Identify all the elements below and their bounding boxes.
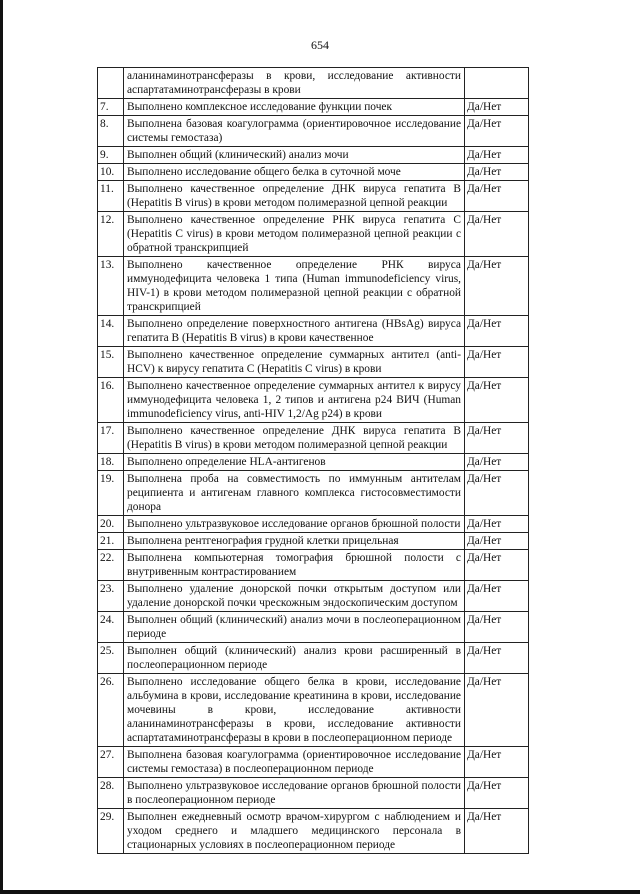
table-row — [98, 454, 529, 471]
row-number: 29. — [98, 809, 124, 854]
row-description: Выполнен общий (клинический) анализ крови расширенный в послеоперационном периоде — [124, 643, 465, 674]
row-description: Выполнено исследование общего белка в крови, исследование альбумина в крови, исследование креатинина в крови, исследование мочевины в крови, исследование активности аланинаминотрансферазы в крови, исследование активности аспартатаминотрансферазы в крови в послеоперационном периоде — [124, 674, 465, 747]
row-description: Выполнено ультразвуковое исследование органов брюшной полости — [124, 516, 465, 533]
row-answer: Да/Нет — [465, 181, 529, 212]
table-row — [98, 347, 529, 378]
row-description: Выполнено удаление донорской почки открытым доступом или удаление донорской почки чрескожным эндоскопическим доступом — [124, 581, 465, 612]
row-number — [98, 68, 124, 99]
row-description: Выполнено качественное определение суммарных антител к вирусу иммунодефицита человека 1, 2 типов и антигена р24 ВИЧ (Human immunodeficiency virus, anti-HIV 1,2/Ag р24) в крови — [124, 378, 465, 423]
row-description: Выполнено определение поверхностного антигена (HBsAg) вируса гепатита В (Hepatitis B virus) в крови качественное — [124, 316, 465, 347]
table-row — [98, 423, 529, 454]
table-row — [98, 212, 529, 257]
row-description: Выполнено качественное определение суммарных антител (anti-HCV) к вирусу гепатита С (Hepatitis C virus) в крови — [124, 347, 465, 378]
row-number: 26. — [98, 674, 124, 747]
row-description: Выполнен общий (клинический) анализ мочи — [124, 147, 465, 164]
row-answer: Да/Нет — [465, 809, 529, 854]
table-row — [98, 257, 529, 316]
row-number: 28. — [98, 778, 124, 809]
scan-bottom-edge — [0, 890, 640, 894]
criteria-table-body — [98, 68, 529, 854]
row-answer: Да/Нет — [465, 378, 529, 423]
row-description: Выполнен ежедневный осмотр врачом-хирургом с наблюдением и уходом среднего и младшего медицинского персонала в стационарных условиях в послеоперационном периоде — [124, 809, 465, 854]
row-number: 8. — [98, 116, 124, 147]
table-row — [98, 612, 529, 643]
row-description: Выполнена рентгенография грудной клетки прицельная — [124, 533, 465, 550]
row-number: 9. — [98, 147, 124, 164]
page-number: 654 — [311, 38, 329, 52]
row-answer: Да/Нет — [465, 212, 529, 257]
row-description: Выполнено качественное определение ДНК вируса гепатита В (Hepatitis B virus) в крови методом полимеразной цепной реакции — [124, 423, 465, 454]
row-number: 13. — [98, 257, 124, 316]
row-number: 11. — [98, 181, 124, 212]
row-answer: Да/Нет — [465, 257, 529, 316]
row-number: 15. — [98, 347, 124, 378]
table-row — [98, 116, 529, 147]
table-row — [98, 581, 529, 612]
table-row — [98, 516, 529, 533]
row-answer: Да/Нет — [465, 423, 529, 454]
row-answer: Да/Нет — [465, 471, 529, 516]
row-number: 14. — [98, 316, 124, 347]
row-number: 10. — [98, 164, 124, 181]
row-answer: Да/Нет — [465, 116, 529, 147]
row-description: Выполнено качественное определение РНК вируса иммунодефицита человека 1 типа (Human immunodeficiency virus, HIV-1) в крови методом полимеразной цепной реакции с обратной транскрипцией — [124, 257, 465, 316]
row-answer — [465, 68, 529, 99]
row-number: 12. — [98, 212, 124, 257]
row-number: 16. — [98, 378, 124, 423]
table-row — [98, 674, 529, 747]
scan-left-edge — [0, 0, 3, 894]
criteria-table — [97, 67, 529, 854]
row-answer: Да/Нет — [465, 316, 529, 347]
row-description: Выполнено определение HLA-антигенов — [124, 454, 465, 471]
row-answer: Да/Нет — [465, 533, 529, 550]
table-row — [98, 316, 529, 347]
row-answer: Да/Нет — [465, 147, 529, 164]
row-number: 23. — [98, 581, 124, 612]
row-description: аланинаминотрансферазы в крови, исследование активности аспартатаминотрансферазы в крови — [124, 68, 465, 99]
row-answer: Да/Нет — [465, 581, 529, 612]
table-row — [98, 778, 529, 809]
table-row — [98, 550, 529, 581]
row-answer: Да/Нет — [465, 99, 529, 116]
row-description: Выполнено исследование общего белка в суточной моче — [124, 164, 465, 181]
table-row — [98, 164, 529, 181]
row-answer: Да/Нет — [465, 643, 529, 674]
row-answer: Да/Нет — [465, 516, 529, 533]
row-description: Выполнен общий (клинический) анализ мочи в послеоперационном периоде — [124, 612, 465, 643]
row-description: Выполнена базовая коагулограмма (ориентировочное исследование системы гемостаза) — [124, 116, 465, 147]
row-number: 22. — [98, 550, 124, 581]
row-answer: Да/Нет — [465, 674, 529, 747]
row-description: Выполнена компьютерная томография брюшной полости с внутривенным контрастированием — [124, 550, 465, 581]
table-row — [98, 643, 529, 674]
row-number: 17. — [98, 423, 124, 454]
row-answer: Да/Нет — [465, 778, 529, 809]
row-description: Выполнено качественное определение ДНК вируса гепатита В (Hepatitis B virus) в крови методом полимеразной цепной реакции — [124, 181, 465, 212]
row-answer: Да/Нет — [465, 747, 529, 778]
row-number: 18. — [98, 454, 124, 471]
table-row — [98, 181, 529, 212]
row-description: Выполнено комплексное исследование функции почек — [124, 99, 465, 116]
row-answer: Да/Нет — [465, 347, 529, 378]
row-description: Выполнена базовая коагулограмма (ориентировочное исследование системы гемостаза) в послеоперационном периоде — [124, 747, 465, 778]
table-row — [98, 147, 529, 164]
table-row — [98, 99, 529, 116]
row-number: 21. — [98, 533, 124, 550]
table-row — [98, 68, 529, 99]
table-row — [98, 747, 529, 778]
row-answer: Да/Нет — [465, 164, 529, 181]
table-row — [98, 471, 529, 516]
row-number: 20. — [98, 516, 124, 533]
row-number: 25. — [98, 643, 124, 674]
table-row — [98, 533, 529, 550]
row-number: 24. — [98, 612, 124, 643]
row-answer: Да/Нет — [465, 454, 529, 471]
row-number: 7. — [98, 99, 124, 116]
table-row — [98, 378, 529, 423]
row-number: 19. — [98, 471, 124, 516]
row-description: Выполнено качественное определение РНК вируса гепатита С (Hepatitis C virus) в крови методом полимеразной цепной реакции с обратной транскрипцией — [124, 212, 465, 257]
row-description: Выполнено ультразвуковое исследование органов брюшной полости в послеоперационном периоде — [124, 778, 465, 809]
row-answer: Да/Нет — [465, 612, 529, 643]
row-number: 27. — [98, 747, 124, 778]
table-row — [98, 809, 529, 854]
row-answer: Да/Нет — [465, 550, 529, 581]
row-description: Выполнена проба на совместимость по иммунным антителам реципиента и антигенам главного комплекса гистосовместимости донора — [124, 471, 465, 516]
